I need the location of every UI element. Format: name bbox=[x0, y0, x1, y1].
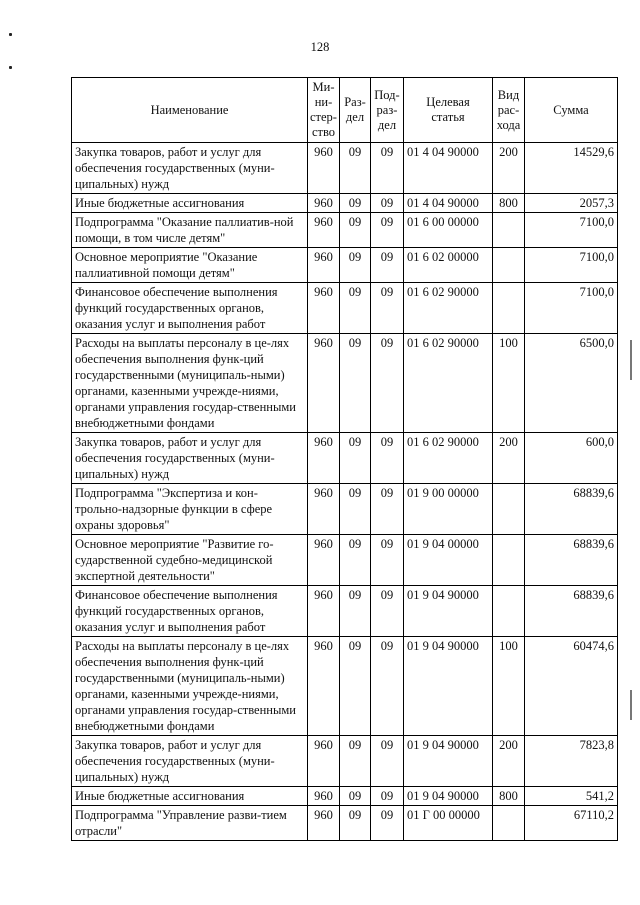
row-expense-type-cell bbox=[493, 283, 525, 334]
row-subsection-cell: 09 bbox=[371, 283, 404, 334]
table-row bbox=[72, 194, 618, 213]
row-subsection-cell: 09 bbox=[371, 248, 404, 283]
row-expense-type-cell bbox=[493, 248, 525, 283]
row-name-cell: Подпрограмма "Управление разви-тием отрасли" bbox=[72, 806, 308, 841]
row-amount-cell: 68839,6 bbox=[525, 535, 618, 586]
table-row bbox=[72, 806, 618, 841]
row-expense-type-cell bbox=[493, 806, 525, 841]
header-name: Наименование bbox=[72, 78, 308, 143]
row-subsection-cell: 09 bbox=[371, 194, 404, 213]
row-section-cell: 09 bbox=[340, 586, 371, 637]
row-subsection-cell: 09 bbox=[371, 143, 404, 194]
table-row bbox=[72, 586, 618, 637]
row-ministry-cell: 960 bbox=[308, 433, 340, 484]
scan-edge-mark bbox=[630, 690, 632, 720]
header-target-article: Целевая статья bbox=[404, 78, 493, 143]
row-subsection-cell: 09 bbox=[371, 736, 404, 787]
row-target-article-cell: 01 4 04 90000 bbox=[404, 194, 493, 213]
table-row bbox=[72, 143, 618, 194]
scan-mark-bottom bbox=[9, 66, 12, 69]
row-ministry-cell: 960 bbox=[308, 213, 340, 248]
row-name-cell: Подпрограмма "Экспертиза и кон-трольно-надзорные функции в сфере охраны здоровья" bbox=[72, 484, 308, 535]
header-amount: Сумма bbox=[525, 78, 618, 143]
row-amount-cell: 68839,6 bbox=[525, 484, 618, 535]
row-ministry-cell: 960 bbox=[308, 806, 340, 841]
table-row bbox=[72, 787, 618, 806]
row-target-article-cell: 01 6 02 90000 bbox=[404, 283, 493, 334]
row-name-cell: Основное мероприятие "Оказание паллиативной помощи детям" bbox=[72, 248, 308, 283]
row-expense-type-cell: 200 bbox=[493, 736, 525, 787]
row-amount-cell: 14529,6 bbox=[525, 143, 618, 194]
row-section-cell: 09 bbox=[340, 535, 371, 586]
row-target-article-cell: 01 9 04 00000 bbox=[404, 535, 493, 586]
row-name-cell: Расходы на выплаты персоналу в це-лях обеспечения выполнения функ-ций государственными (муниципаль-ными) органами, казенными учрежде-ниями, органами управления государ-ственными внебюджетными фондами bbox=[72, 637, 308, 736]
table-row bbox=[72, 535, 618, 586]
row-section-cell: 09 bbox=[340, 248, 371, 283]
row-ministry-cell: 960 bbox=[308, 194, 340, 213]
header-subsection: Под- раз- дел bbox=[371, 78, 404, 143]
header-expense-type: Вид рас- хода bbox=[493, 78, 525, 143]
row-amount-cell: 7100,0 bbox=[525, 283, 618, 334]
row-target-article-cell: 01 9 04 90000 bbox=[404, 637, 493, 736]
row-subsection-cell: 09 bbox=[371, 586, 404, 637]
row-section-cell: 09 bbox=[340, 334, 371, 433]
row-name-cell: Закупка товаров, работ и услуг для обеспечения государственных (муни-ципальных) нужд bbox=[72, 433, 308, 484]
row-name-cell: Финансовое обеспечение выполнения функций государственных органов, оказания услуг и выполнения работ bbox=[72, 283, 308, 334]
row-subsection-cell: 09 bbox=[371, 334, 404, 433]
row-expense-type-cell bbox=[493, 484, 525, 535]
row-subsection-cell: 09 bbox=[371, 433, 404, 484]
row-subsection-cell: 09 bbox=[371, 484, 404, 535]
row-expense-type-cell bbox=[493, 535, 525, 586]
row-subsection-cell: 09 bbox=[371, 787, 404, 806]
row-ministry-cell: 960 bbox=[308, 736, 340, 787]
table-row bbox=[72, 736, 618, 787]
scan-mark-top bbox=[9, 33, 12, 36]
table-body bbox=[72, 143, 618, 841]
row-target-article-cell: 01 Г 00 00000 bbox=[404, 806, 493, 841]
row-amount-cell: 67110,2 bbox=[525, 806, 618, 841]
table-row bbox=[72, 248, 618, 283]
row-target-article-cell: 01 9 04 90000 bbox=[404, 586, 493, 637]
row-ministry-cell: 960 bbox=[308, 283, 340, 334]
table-row bbox=[72, 433, 618, 484]
row-ministry-cell: 960 bbox=[308, 637, 340, 736]
budget-table bbox=[71, 77, 618, 841]
row-amount-cell: 6500,0 bbox=[525, 334, 618, 433]
row-name-cell: Основное мероприятие "Развитие го-сударственной судебно-медицинской экспертной деятельности" bbox=[72, 535, 308, 586]
row-name-cell: Финансовое обеспечение выполнения функций государственных органов, оказания услуг и выполнения работ bbox=[72, 586, 308, 637]
row-target-article-cell: 01 9 04 90000 bbox=[404, 787, 493, 806]
row-target-article-cell: 01 6 02 90000 bbox=[404, 433, 493, 484]
row-section-cell: 09 bbox=[340, 194, 371, 213]
row-ministry-cell: 960 bbox=[308, 586, 340, 637]
row-name-cell: Иные бюджетные ассигнования bbox=[72, 787, 308, 806]
row-name-cell: Иные бюджетные ассигнования bbox=[72, 194, 308, 213]
row-expense-type-cell bbox=[493, 586, 525, 637]
row-amount-cell: 7100,0 bbox=[525, 248, 618, 283]
row-target-article-cell: 01 6 02 90000 bbox=[404, 334, 493, 433]
row-section-cell: 09 bbox=[340, 806, 371, 841]
header-section: Раз- дел bbox=[340, 78, 371, 143]
row-amount-cell: 600,0 bbox=[525, 433, 618, 484]
row-amount-cell: 2057,3 bbox=[525, 194, 618, 213]
row-subsection-cell: 09 bbox=[371, 637, 404, 736]
page-number: 128 bbox=[310, 40, 330, 54]
row-subsection-cell: 09 bbox=[371, 535, 404, 586]
row-expense-type-cell: 800 bbox=[493, 787, 525, 806]
row-target-article-cell: 01 6 02 00000 bbox=[404, 248, 493, 283]
row-subsection-cell: 09 bbox=[371, 213, 404, 248]
row-amount-cell: 60474,6 bbox=[525, 637, 618, 736]
row-amount-cell: 68839,6 bbox=[525, 586, 618, 637]
row-name-cell: Расходы на выплаты персоналу в це-лях обеспечения выполнения функ-ций государственными (муниципаль-ными) органами, казенными учрежде-ниями, органами управления государ-ственными внебюджетными фондами bbox=[72, 334, 308, 433]
row-expense-type-cell: 100 bbox=[493, 334, 525, 433]
row-name-cell: Подпрограмма "Оказание паллиатив-ной помощи, в том числе детям" bbox=[72, 213, 308, 248]
header-ministry: Ми- ни- стер- ство bbox=[308, 78, 340, 143]
row-expense-type-cell: 200 bbox=[493, 143, 525, 194]
row-target-article-cell: 01 9 04 90000 bbox=[404, 736, 493, 787]
row-ministry-cell: 960 bbox=[308, 248, 340, 283]
row-target-article-cell: 01 6 00 00000 bbox=[404, 213, 493, 248]
row-expense-type-cell: 800 bbox=[493, 194, 525, 213]
row-expense-type-cell: 100 bbox=[493, 637, 525, 736]
row-expense-type-cell: 200 bbox=[493, 433, 525, 484]
row-amount-cell: 7823,8 bbox=[525, 736, 618, 787]
table-row bbox=[72, 283, 618, 334]
row-amount-cell: 541,2 bbox=[525, 787, 618, 806]
table-row bbox=[72, 334, 618, 433]
scan-edge-mark bbox=[630, 340, 632, 380]
row-subsection-cell: 09 bbox=[371, 806, 404, 841]
row-ministry-cell: 960 bbox=[308, 787, 340, 806]
row-expense-type-cell bbox=[493, 213, 525, 248]
table-row bbox=[72, 484, 618, 535]
row-section-cell: 09 bbox=[340, 433, 371, 484]
row-target-article-cell: 01 4 04 90000 bbox=[404, 143, 493, 194]
row-section-cell: 09 bbox=[340, 213, 371, 248]
row-target-article-cell: 01 9 00 00000 bbox=[404, 484, 493, 535]
row-name-cell: Закупка товаров, работ и услуг для обеспечения государственных (муни-ципальных) нужд bbox=[72, 736, 308, 787]
table-header-row bbox=[72, 78, 618, 143]
row-name-cell: Закупка товаров, работ и услуг для обеспечения государственных (муни-ципальных) нужд bbox=[72, 143, 308, 194]
table-row bbox=[72, 637, 618, 736]
row-amount-cell: 7100,0 bbox=[525, 213, 618, 248]
row-section-cell: 09 bbox=[340, 143, 371, 194]
table-row bbox=[72, 213, 618, 248]
row-ministry-cell: 960 bbox=[308, 484, 340, 535]
row-ministry-cell: 960 bbox=[308, 535, 340, 586]
row-section-cell: 09 bbox=[340, 736, 371, 787]
row-section-cell: 09 bbox=[340, 484, 371, 535]
row-section-cell: 09 bbox=[340, 787, 371, 806]
row-section-cell: 09 bbox=[340, 283, 371, 334]
row-section-cell: 09 bbox=[340, 637, 371, 736]
row-ministry-cell: 960 bbox=[308, 143, 340, 194]
row-ministry-cell: 960 bbox=[308, 334, 340, 433]
